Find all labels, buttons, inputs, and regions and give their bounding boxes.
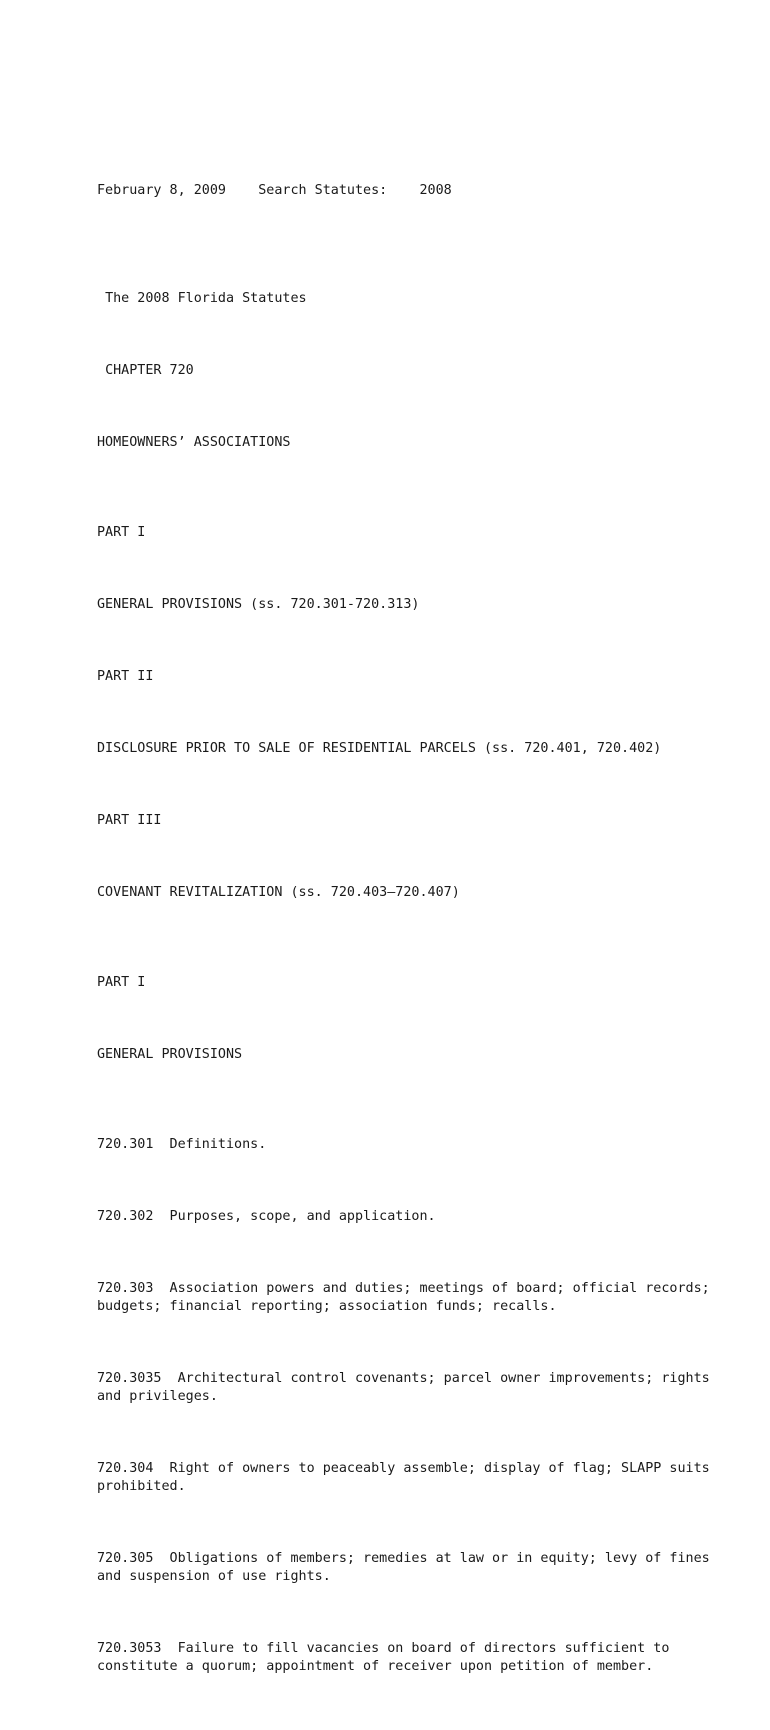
part-title: DISCLOSURE PRIOR TO SALE OF RESIDENTIAL PARCELS (ss. 720.401, 720.402) [97, 741, 662, 756]
chapter-heading: CHAPTER 720 [97, 363, 194, 378]
section-entry: 720.303 Association powers and duties; meetings of board; official records; budgets; financial reporting; association funds; recalls. [97, 1281, 718, 1314]
header-date: February 8, 2009 [97, 183, 226, 198]
search-statutes-label: Search Statutes: [258, 183, 388, 198]
section-entry: 720.302 Purposes, scope, and application. [97, 1209, 436, 1224]
part-title: COVENANT REVITALIZATION (ss. 720.403–720.407) [97, 885, 460, 900]
section-entry: 720.301 Definitions. [97, 1137, 267, 1152]
section-entry: 720.3053 Failure to fill vacancies on board of directors sufficient to constitute a quorum; appointment of receiver upon petition of member. [97, 1641, 678, 1674]
section-entry: 720.305 Obligations of members; remedies at law or in equity; levy of fines and suspension of use rights. [97, 1551, 718, 1584]
section-entry: 720.3035 Architectural control covenants; parcel owner improvements; rights and privileges. [97, 1371, 718, 1404]
part-title: GENERAL PROVISIONS (ss. 720.301-720.313) [97, 597, 420, 612]
part-label: PART II [97, 669, 154, 684]
section-entry: 720.304 Right of owners to peaceably assemble; display of flag; SLAPP suits prohibited. [97, 1461, 718, 1494]
part-label: PART III [97, 813, 162, 828]
statutes-title: The 2008 Florida Statutes [97, 291, 307, 306]
search-year: 2008 [419, 183, 452, 198]
section-part-label: PART I [97, 975, 146, 990]
chapter-name: HOMEOWNERS’ ASSOCIATIONS [97, 435, 291, 450]
document-header [97, 182, 717, 200]
part-label: PART I [97, 525, 146, 540]
section-part-title: GENERAL PROVISIONS [97, 1047, 243, 1062]
statute-document [97, 128, 717, 1730]
